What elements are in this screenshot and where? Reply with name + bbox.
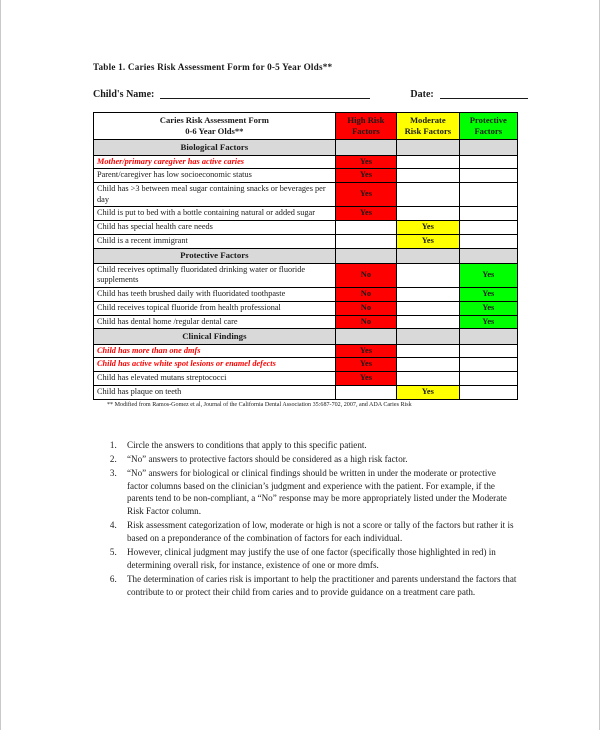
column-header-moderate-risk [397, 113, 459, 140]
moderate-risk-answer-empty[interactable] [397, 315, 459, 329]
moderate-risk-line1: Moderate [409, 115, 446, 125]
risk-factor-description: Child has more than one dmfs [94, 344, 336, 358]
high-risk-line2: Factors [352, 126, 380, 137]
table-title-line1: Caries Risk Assessment Form [159, 115, 269, 125]
table-body [94, 113, 518, 400]
protective-risk-answer-empty[interactable] [459, 234, 517, 248]
table-row [94, 183, 518, 207]
risk-factor-description: Child has active white spot lesions or enamel defects [94, 358, 336, 372]
protective-risk-answer-empty[interactable] [459, 169, 517, 183]
moderate-risk-answer[interactable]: Yes [397, 234, 459, 248]
table-footnote: ** Modified from Ramos-Gomez et al, Journal of the California Dental Association 35:687-702, 2007, and ADA Caries Risk [107, 401, 412, 408]
risk-factor-description: Child receives topical fluoride from health professional [94, 301, 336, 315]
caries-risk-assessment-table [93, 112, 518, 400]
moderate-risk-answer-empty[interactable] [397, 207, 459, 221]
section-spacer-protective [459, 140, 517, 155]
table-row [94, 288, 518, 302]
section-header-row [94, 140, 518, 155]
high-risk-answer[interactable]: Yes [335, 344, 396, 358]
protective-line1: Protective [469, 115, 507, 125]
table-row [94, 221, 518, 235]
risk-factor-description: Child has elevated mutans streptococci [94, 372, 336, 386]
high-risk-answer-empty[interactable] [335, 221, 396, 235]
moderate-risk-line2: Risk Factors [404, 126, 452, 137]
page-content [93, 62, 518, 600]
high-risk-answer[interactable]: Yes [335, 372, 396, 386]
high-risk-answer-empty[interactable] [335, 385, 396, 399]
moderate-risk-answer-empty[interactable] [397, 301, 459, 315]
high-risk-line1: High Risk [347, 115, 385, 125]
instruction-item: 1. Circle the answers to conditions that apply to this specific patient. [119, 439, 518, 452]
patient-identification-row [93, 87, 518, 100]
moderate-risk-answer-empty[interactable] [397, 358, 459, 372]
protective-risk-answer[interactable]: Yes [459, 263, 517, 287]
protective-risk-answer-empty[interactable] [459, 221, 517, 235]
table-row [94, 263, 518, 287]
risk-factor-description: Child receives optimally fluoridated drinking water or fluoride supplements [94, 263, 336, 287]
section-label: Biological Factors [94, 140, 336, 155]
moderate-risk-answer-empty[interactable] [397, 288, 459, 302]
risk-factor-description: Child is a recent immigrant [94, 234, 336, 248]
protective-risk-answer[interactable]: Yes [459, 301, 517, 315]
table-row [94, 315, 518, 329]
table-row [94, 301, 518, 315]
high-risk-answer[interactable]: Yes [335, 169, 396, 183]
instruction-item: 5. However, clinical judgment may justify the use of one factor (specifically those highlighted in red) in determining overall risk, for instance, existence of one or more dmfs. [119, 546, 518, 572]
table-header-row [94, 113, 518, 140]
high-risk-answer[interactable]: No [335, 288, 396, 302]
high-risk-answer[interactable]: Yes [335, 207, 396, 221]
moderate-risk-answer[interactable]: Yes [397, 221, 459, 235]
moderate-risk-answer-empty[interactable] [397, 183, 459, 207]
protective-line2: Factors [474, 126, 503, 137]
high-risk-answer[interactable]: Yes [335, 183, 396, 207]
protective-risk-answer-empty[interactable] [459, 155, 517, 169]
section-spacer-high [335, 329, 396, 344]
protective-risk-answer-empty[interactable] [459, 183, 517, 207]
section-spacer-moderate [397, 248, 459, 263]
moderate-risk-answer-empty[interactable] [397, 169, 459, 183]
protective-risk-answer-empty[interactable] [459, 385, 517, 399]
table-row [94, 344, 518, 358]
instructions-list [93, 439, 518, 599]
table-title-cell [94, 113, 336, 140]
protective-risk-answer[interactable]: Yes [459, 288, 517, 302]
protective-risk-answer-empty[interactable] [459, 358, 517, 372]
section-header-row [94, 248, 518, 263]
risk-factor-description: Child has >3 between meal sugar containing snacks or beverages per day [94, 183, 336, 207]
table-row [94, 372, 518, 386]
table-row [94, 358, 518, 372]
risk-factor-description: Child has plaque on teeth [94, 385, 336, 399]
table-row [94, 207, 518, 221]
instruction-item: 3. “No” answers for biological or clinical findings should be written in under the moderate or protective factor columns based on the clinician’s judgment and experience with the patient. For example, if the parents tend to be non-compliant, a “No” response may be more appropriately listed under the Moderate Risk Factor column. [119, 467, 518, 519]
moderate-risk-answer-empty[interactable] [397, 372, 459, 386]
risk-factor-description: Parent/caregiver has low socioeconomic status [94, 169, 336, 183]
table-row [94, 234, 518, 248]
instruction-item: 6. The determination of caries risk is important to help the practitioner and parents understand the factors that contribute to or protect their child from caries and to provide guidance on a treatment care path. [119, 573, 518, 599]
table-row [94, 169, 518, 183]
high-risk-answer[interactable]: No [335, 301, 396, 315]
instruction-item: 4. Risk assessment categorization of low, moderate or high is not a score or tally of the factors but rather it is based on a preponderance of the combination of factors for each individual. [119, 519, 518, 545]
risk-factor-description: Child has dental home /regular dental care [94, 315, 336, 329]
section-spacer-moderate [397, 329, 459, 344]
protective-risk-answer-empty[interactable] [459, 207, 517, 221]
date-label: Date: [410, 89, 434, 100]
section-spacer-protective [459, 329, 517, 344]
child-name-label: Child's Name: [93, 89, 155, 100]
table-row [94, 385, 518, 399]
section-spacer-moderate [397, 140, 459, 155]
moderate-risk-answer[interactable]: Yes [397, 385, 459, 399]
moderate-risk-answer-empty[interactable] [397, 344, 459, 358]
instruction-item: 2. “No” answers to protective factors should be considered as a high risk factor. [119, 453, 518, 466]
moderate-risk-answer-empty[interactable] [397, 263, 459, 287]
column-header-protective [459, 113, 517, 140]
moderate-risk-answer-empty[interactable] [397, 155, 459, 169]
risk-factor-description: Child is put to bed with a bottle containing natural or added sugar [94, 207, 336, 221]
section-spacer-high [335, 140, 396, 155]
section-label: Protective Factors [94, 248, 336, 263]
section-label: Clinical Findings [94, 329, 336, 344]
child-name-field[interactable] [160, 87, 370, 99]
high-risk-answer[interactable]: Yes [335, 155, 396, 169]
section-spacer-protective [459, 248, 517, 263]
high-risk-answer-empty[interactable] [335, 234, 396, 248]
protective-risk-answer-empty[interactable] [459, 372, 517, 386]
column-header-high-risk [335, 113, 396, 140]
table-title-line2: 0-6 Year Olds** [185, 126, 244, 137]
risk-factor-description: Mother/primary caregiver has active caries [94, 155, 336, 169]
high-risk-answer[interactable]: Yes [335, 358, 396, 372]
date-field[interactable] [440, 87, 528, 99]
section-header-row [94, 329, 518, 344]
risk-factor-description: Child has teeth brushed daily with fluoridated toothpaste [94, 288, 336, 302]
risk-factor-description: Child has special health care needs [94, 221, 336, 235]
page-title: Table 1. Caries Risk Assessment Form for 0-5 Year Olds** [93, 62, 333, 72]
protective-risk-answer[interactable]: Yes [459, 315, 517, 329]
high-risk-answer[interactable]: No [335, 263, 396, 287]
table-row [94, 155, 518, 169]
high-risk-answer[interactable]: No [335, 315, 396, 329]
protective-risk-answer-empty[interactable] [459, 344, 517, 358]
section-spacer-high [335, 248, 396, 263]
